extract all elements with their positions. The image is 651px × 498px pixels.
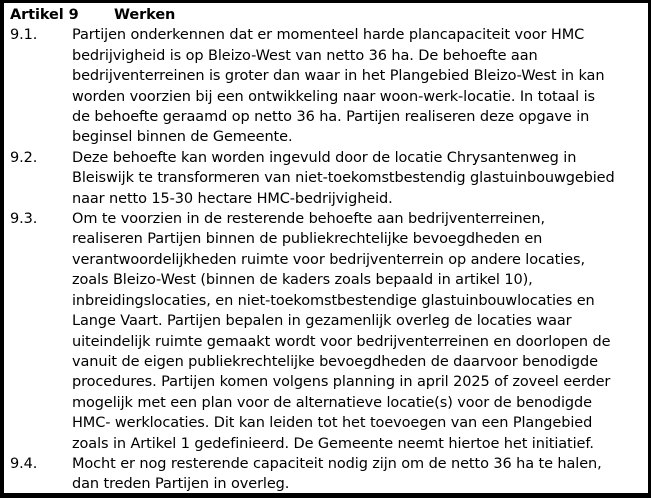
text-line: bedrijventerreinen is groter dan waar in het Plangebied Bleizo-West in kan [72,68,605,85]
clause-row [10,209,648,454]
text-line: HMC- werklocaties. Dit kan leiden tot het toevoegen van een Plangebied [72,415,593,432]
article-heading [10,5,648,25]
text-line: Partijen onderkennen dat er momenteel harde plancapaciteit voor HMC [72,27,585,44]
text-line: Bleiswijk te transformeren van niet-toekomstbestendig glastuinbouwgebied [72,170,615,187]
text-line: Lange Vaart. Partijen bepalen in gezamenlijk overleg de locaties waar [72,313,572,330]
clause-text [72,148,648,209]
clause-text [72,454,648,495]
text-line: uiteindelijk ruimte gemaakt wordt voor bedrijventerreinen en doorlopen de [72,333,611,350]
clause-text [72,209,648,454]
clause-row [10,454,648,495]
clause-row [10,148,648,209]
text-line: inbreidingslocaties, en niet-toekomstbestendige glastuinbouwlocaties en [72,292,595,309]
article-number: Artikel 9 [10,7,79,23]
clause-number: 9.3. [10,211,38,228]
text-line: worden voorzien bij een ontwikkeling naar woon-werk-locatie. In totaal is [72,88,595,105]
text-line: naar netto 15-30 hectare HMC-bedrijvigheid. [72,190,393,207]
text-line: de behoefte geraamd op netto 36 ha. Partijen realiseren deze opgave in [72,109,590,126]
text-line: bedrijvigheid is op Bleizo-West van netto 36 ha. De behoefte aan [72,47,538,64]
clause-row [10,25,648,147]
text-line: Deze behoefte kan worden ingevuld door de locatie Chrysantenweg in [72,149,577,166]
text-line: dan treden Partijen in overleg. [72,476,290,493]
clause-number: 9.1. [10,27,38,44]
article-title: Werken [114,7,176,23]
text-line: Om te voorzien in de resterende behoefte aan bedrijventerreinen, [72,211,545,228]
text-line: Mocht er nog resterende capaciteit nodig zijn om de netto 36 ha te halen, [72,455,602,472]
text-line: beginsel binnen de Gemeente. [72,129,293,146]
text-line: procedures. Partijen komen volgens planning in april 2025 of zoveel eerder [72,374,611,391]
text-line: verantwoordelijkheden ruimte voor bedrijventerrein op andere locaties, [72,251,585,268]
text-line: vanuit de eigen publiekrechtelijke bevoegdheden de daarvoor benodigde [72,353,598,370]
text-line: zoals in Artikel 1 gedefinieerd. De Gemeente neemt hiertoe het initiatief. [72,435,594,452]
text-line: zoals Bleizo-West (binnen de kaders zoals bepaald in artikel 10), [72,272,533,289]
text-line: realiseren Partijen binnen de publiekrechtelijke bevoegdheden en [72,231,543,248]
clause-text [72,25,648,147]
clause-number: 9.2. [10,149,38,166]
text-line: mogelijk met een plan voor de alternatieve locatie(s) voor de benodigde [72,394,592,411]
clause-number: 9.4. [10,455,38,472]
